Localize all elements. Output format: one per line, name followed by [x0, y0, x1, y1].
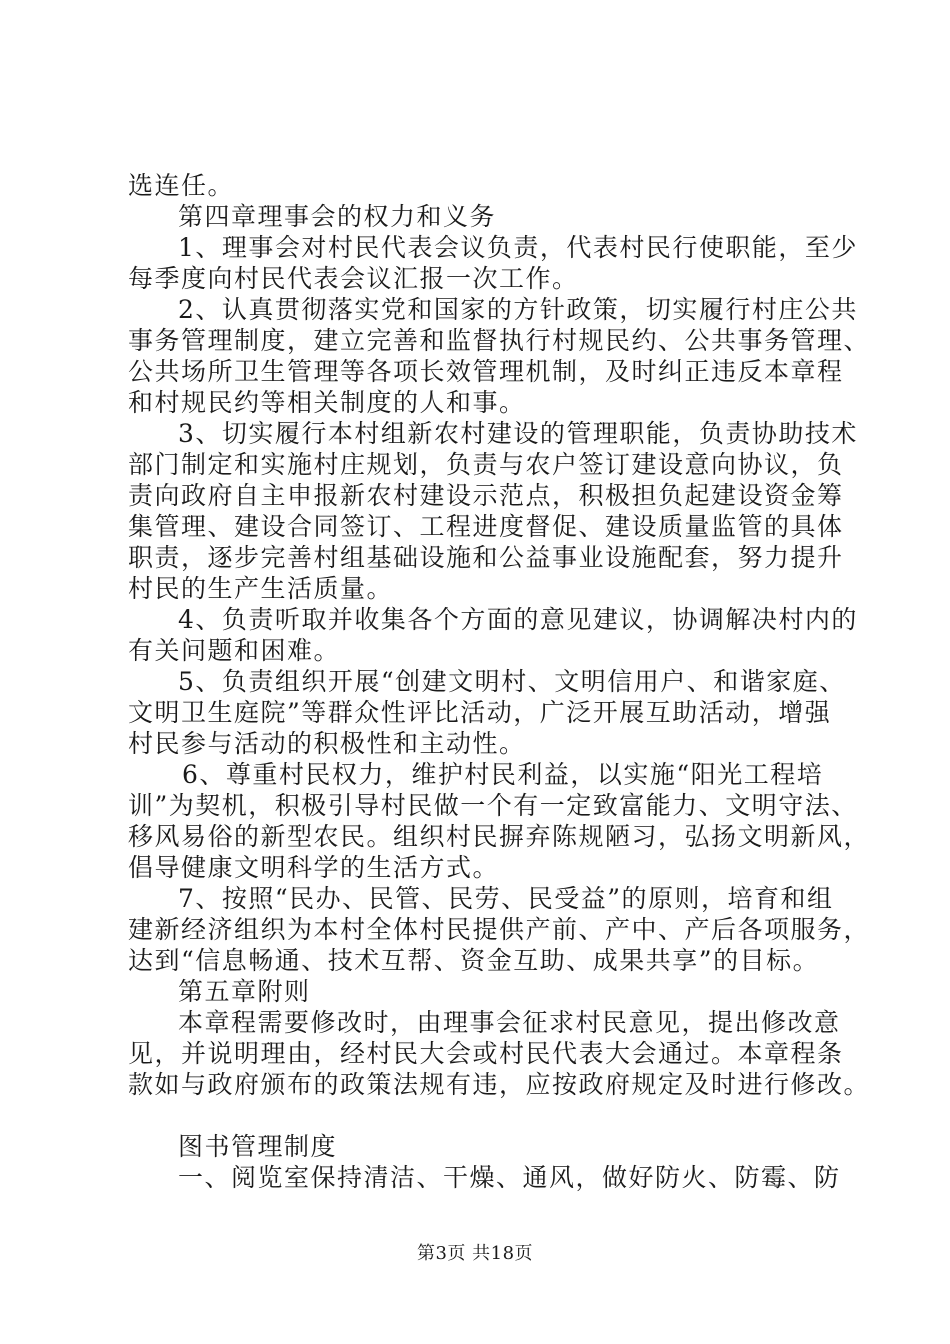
text-line: 一、阅览室保持清洁、干燥、通风，做好防火、防霉、防: [178, 1163, 841, 1192]
text-line: 3、切实履行本村组新农村建设的管理职能，负责协助技术: [178, 419, 858, 448]
chapter-heading: 第五章附则: [178, 977, 311, 1006]
text-line: 村民参与活动的积极性和主动性。: [128, 729, 526, 758]
text-line: 移风易俗的新型农民。组织村民摒弃陈规陋习，弘扬文明新风，: [128, 822, 871, 851]
text-line: 每季度向村民代表会议汇报一次工作。: [128, 264, 579, 293]
text-line: 建新经济组织为本村全体村民提供产前、产中、产后各项服务，: [128, 915, 871, 944]
section-heading: 图书管理制度: [178, 1132, 338, 1161]
chapter-heading: 第四章理事会的权力和义务: [178, 202, 497, 231]
text-line: 事务管理制度，建立完善和监督执行村规民约、公共事务管理、: [128, 326, 871, 355]
text-line: 6、尊重村民权力，维护村民利益，以实施“阳光工程培: [182, 760, 824, 789]
text-line: 达到“信息畅通、技术互帮、资金互助、成果共享”的目标。: [128, 946, 820, 975]
text-line: 公共场所卫生管理等各项长效管理机制，及时纠正违反本章程: [128, 357, 844, 386]
text-line: 村民的生产生活质量。: [128, 574, 394, 603]
text-line: 部门制定和实施村庄规划，负责与农户签订建设意向协议，负: [128, 450, 844, 479]
text-line: 1、理事会对村民代表会议负责，代表村民行使职能，至少: [178, 233, 858, 262]
text-line: 本章程需要修改时，由理事会征求村民意见，提出修改意: [178, 1008, 841, 1037]
text-line: 款如与政府颁布的政策法规有违，应按政府规定及时进行修改。: [128, 1070, 871, 1099]
page-footer: 第3页 共18页: [416, 1243, 534, 1264]
text-line: 职责，逐步完善村组基础设施和公益事业设施配套，努力提升: [128, 543, 844, 572]
document-body: [128, 170, 871, 1193]
text-line: 和村规民约等相关制度的人和事。: [128, 388, 526, 417]
paragraph-gap: [128, 1100, 836, 1131]
text-line: 见，并说明理由，经村民大会或村民代表大会通过。本章程条: [128, 1039, 844, 1068]
text-line: 2、认真贯彻落实党和国家的方针政策，切实履行村庄公共: [178, 295, 858, 324]
text-line: 责向政府自主申报新农村建设示范点，积极担负起建设资金筹: [128, 481, 844, 510]
text-line: 7、按照“民办、民管、民劳、民受益”的原则，培育和组: [178, 884, 834, 913]
text-line: 集管理、建设合同签订、工程进度督促、建设质量监管的具体: [128, 512, 844, 541]
text-line: 选连任。: [128, 171, 235, 200]
text-line: 4、负责听取并收集各个方面的意见建议，协调解决村内的: [178, 605, 858, 634]
text-line: 有关问题和困难。: [128, 636, 341, 665]
text-line: 文明卫生庭院”等群众性评比活动，广泛开展互助活动，增强: [128, 698, 832, 727]
text-line: 倡导健康文明科学的生活方式。: [128, 853, 500, 882]
text-line: 5、负责组织开展“创建文明村、文明信用户、和谐家庭、: [178, 667, 846, 696]
text-line: 训”为契机，积极引导村民做一个有一定致富能力、文明守法、: [128, 791, 858, 820]
